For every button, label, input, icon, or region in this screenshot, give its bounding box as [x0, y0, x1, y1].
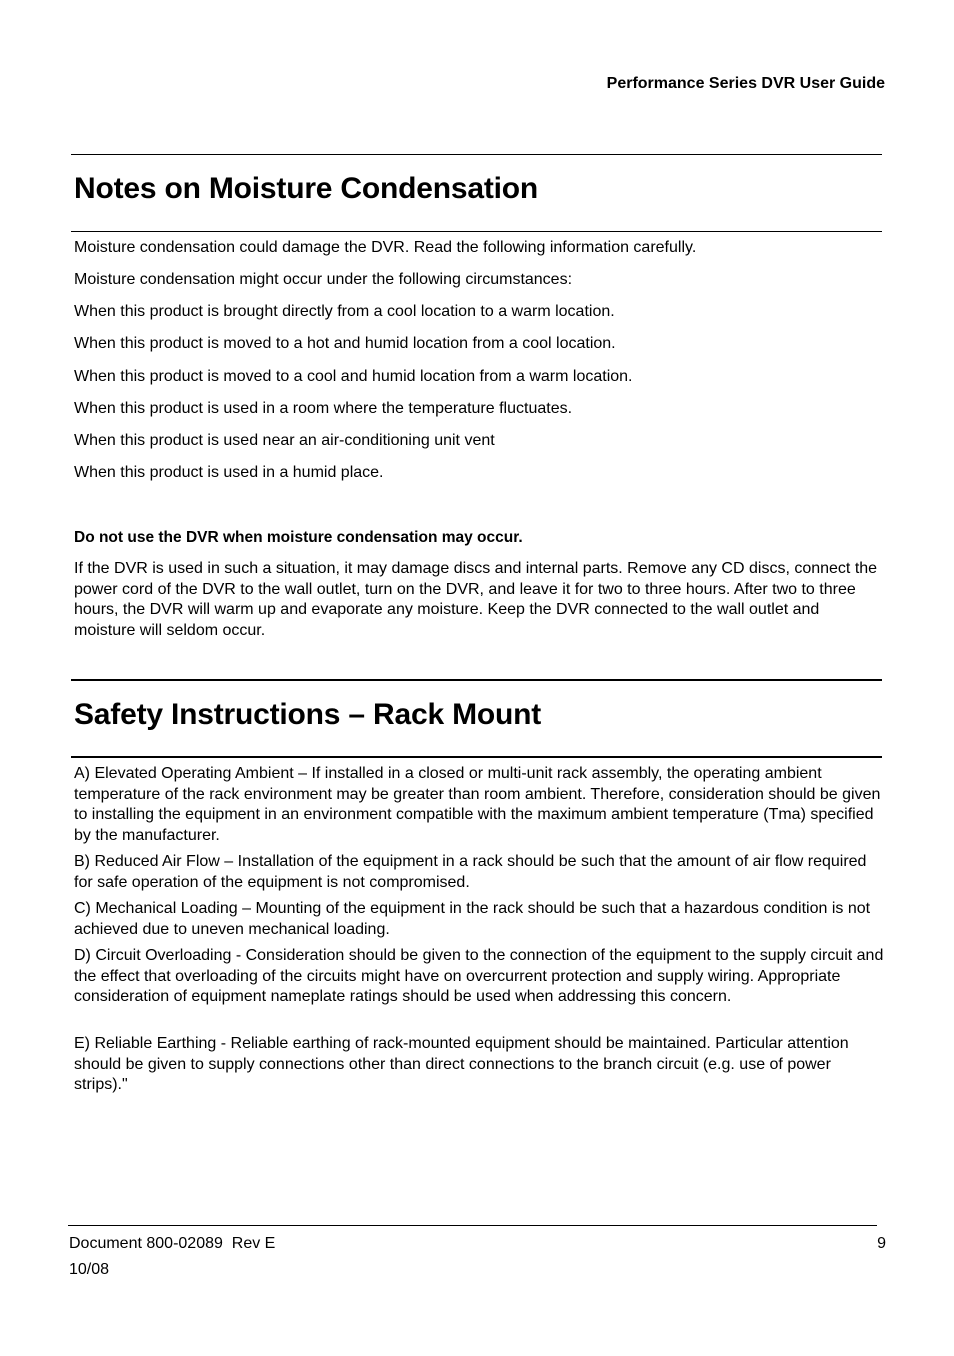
footer-document-number: Document 800-02089 Rev E — [69, 1235, 276, 1252]
circumstance-item: When this product is used near an air-conditioning unit vent — [74, 432, 495, 449]
instruction-item: B) Reduced Air Flow – Installation of the equipment in a rack should be such that the amount of air flow required for safe operation of the equipment is not compromised. — [74, 853, 867, 891]
running-header: Performance Series DVR User Guide — [606, 75, 885, 92]
instruction-item: E) Reliable Earthing - Reliable earthing of rack-mounted equipment should be maintained. Particular attention should be given to supply connections other than direct connections to the branch circuit (e.g. use of power strips)." — [74, 1035, 849, 1094]
circumstance-item: When this product is moved to a cool and humid location from a warm location. — [74, 368, 633, 385]
circumstance-item: When this product is used in a room where the temperature fluctuates. — [74, 400, 573, 417]
paragraph: Moisture condensation could damage the DVR. Read the following information carefully. — [74, 239, 697, 256]
section-heading-rack-mount: Safety Instructions – Rack Mount — [74, 698, 542, 731]
circumstance-item: When this product is used in a humid place. — [74, 464, 384, 481]
section-top-rule — [71, 154, 882, 155]
circumstance-item: When this product is brought directly from a cool location to a warm location. — [74, 303, 615, 320]
footer-date: 10/08 — [69, 1261, 110, 1278]
footer-rule — [68, 1225, 877, 1226]
section-heading-rule — [71, 231, 882, 232]
section-heading-moisture: Notes on Moisture Condensation — [74, 172, 539, 205]
warning-body: If the DVR is used in such a situation, it may damage discs and internal parts. Remove any CD discs, connect the power cord of the DVR to the wall outlet, turn on the DVR, and leave it for two to three hours. After two to three hours, the DVR will warm up and evaporate any moisture. Keep the DVR connected to the wall outlet and moisture will seldom occur. — [74, 560, 878, 639]
page-number: 9 — [877, 1235, 886, 1252]
section-top-rule — [71, 679, 882, 681]
section-heading-rule — [71, 756, 882, 758]
circumstance-item: When this product is moved to a hot and humid location from a cool location. — [74, 335, 616, 352]
instruction-item: D) Circuit Overloading - Consideration should be given to the connection of the equipment to the supply circuit and the effect that overloading of the circuits might have on overcurrent protection and supply wiring. Appropriate consideration of equipment nameplate ratings should be used when addressing this concern. — [74, 947, 884, 1006]
warning-heading: Do not use the DVR when moisture condensation may occur. — [74, 529, 523, 546]
paragraph: Moisture condensation might occur under the following circumstances: — [74, 271, 573, 288]
instruction-item: C) Mechanical Loading – Mounting of the equipment in the rack should be such that a hazardous condition is not achieved due to uneven mechanical loading. — [74, 900, 871, 938]
instruction-item: A) Elevated Operating Ambient – If installed in a closed or multi-unit rack assembly, the operating ambient temperature of the rack environment may be greater than room ambient. Therefore, consideration should be given to installing the equipment in an environment compatible with the maximum ambient temperature (Tma) specified by the manufacturer. — [74, 765, 881, 844]
